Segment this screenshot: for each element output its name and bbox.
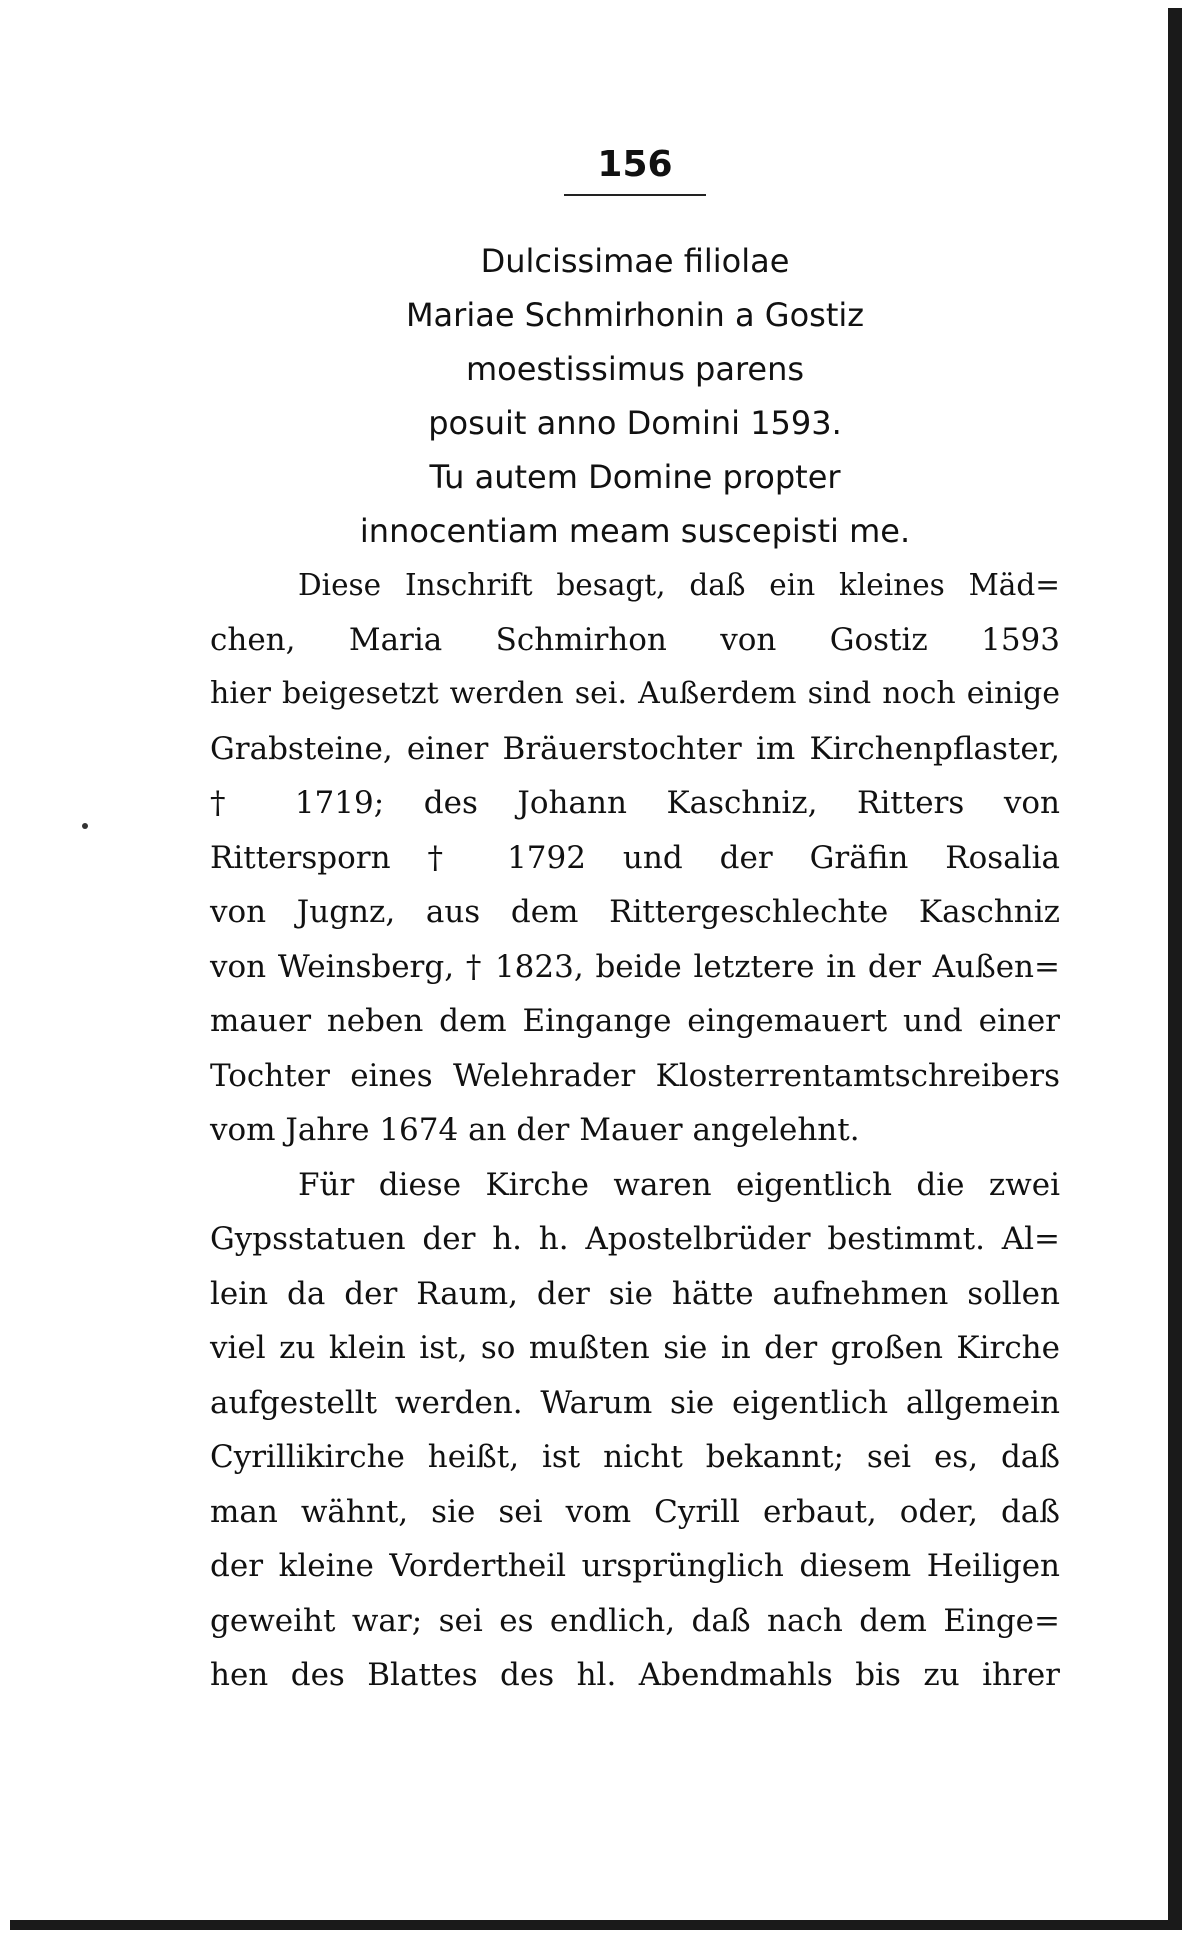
text-line: von Weinsberg, † 1823, beide letztere in der Außen= bbox=[210, 948, 1060, 985]
text-line: von Jugnz, aus dem Rittergeschlechte Kaschniz bbox=[210, 894, 1060, 930]
header-rule bbox=[564, 194, 706, 196]
inscription-line: Dulcissimae filiolae bbox=[480, 242, 790, 280]
paragraph-church-statues bbox=[210, 1158, 1060, 1703]
text-line: hier beigesetzt werden sei. Außerdem sind noch einige bbox=[210, 676, 1060, 711]
inscription-line: innocentiam meam suscepisti me. bbox=[359, 512, 911, 550]
text-line: † 1719; des Johann Kaschniz, Ritters von bbox=[210, 785, 1060, 821]
text-line: aufgestellt werden. Warum sie eigentlich allgemein bbox=[210, 1384, 1060, 1421]
text-line: geweiht war; sei es endlich, daß nach dem Einge= bbox=[210, 1602, 1060, 1639]
text-line: Rittersporn † 1792 und der Gräfin Rosalia bbox=[210, 839, 1060, 876]
text-line: chen, Maria Schmirhon von Gostiz 1593 bbox=[210, 621, 1060, 658]
text-line: der kleine Vordertheil ursprünglich diesem Heiligen bbox=[210, 1548, 1060, 1584]
book-page bbox=[210, 140, 1060, 1703]
text-line: vom Jahre 1674 an der Mauer angelehnt. bbox=[210, 1112, 860, 1148]
latin-inscription bbox=[210, 234, 1060, 558]
inscription-line: Tu autem Domine propter bbox=[429, 458, 841, 496]
inscription-line: moestissimus parens bbox=[465, 350, 805, 388]
text-line: lein da der Raum, der sie hätte aufnehmen sollen bbox=[210, 1275, 1060, 1312]
paragraph-inscription-description bbox=[210, 558, 1060, 1158]
text-line: Cyrillikirche heißt, ist nicht bekannt; sei es, daß bbox=[210, 1439, 1060, 1475]
margin-dot bbox=[82, 823, 88, 829]
text-line: Grabsteine, einer Bräuerstochter im Kirchenpflaster, bbox=[210, 730, 1060, 767]
inscription-line: Mariae Schmirhonin a Gostiz bbox=[405, 296, 865, 334]
text-line: hen des Blattes des hl. Abendmahls bis zu ihrer bbox=[210, 1657, 1060, 1693]
text-line: Tochter eines Welehrader Klosterrentamtschreibers bbox=[210, 1057, 1060, 1094]
text-line: Für diese Kirche waren eigentlich die zwei bbox=[298, 1166, 1060, 1203]
text-line: Diese Inschrift besagt, daß ein kleines Mäd= bbox=[298, 568, 1060, 602]
inscription-line: posuit anno Domini 1593. bbox=[428, 404, 842, 442]
page-number: 156 bbox=[597, 144, 673, 185]
text-line: Gypsstatuen der h. h. Apostelbrüder bestimmt. Al= bbox=[210, 1221, 1060, 1257]
text-line: mauer neben dem Eingange eingemauert und einer bbox=[210, 1003, 1060, 1039]
text-line: man wähnt, sie sei vom Cyrill erbaut, oder, daß bbox=[210, 1493, 1060, 1530]
text-line: viel zu klein ist, so mußten sie in der großen Kirche bbox=[210, 1330, 1060, 1366]
